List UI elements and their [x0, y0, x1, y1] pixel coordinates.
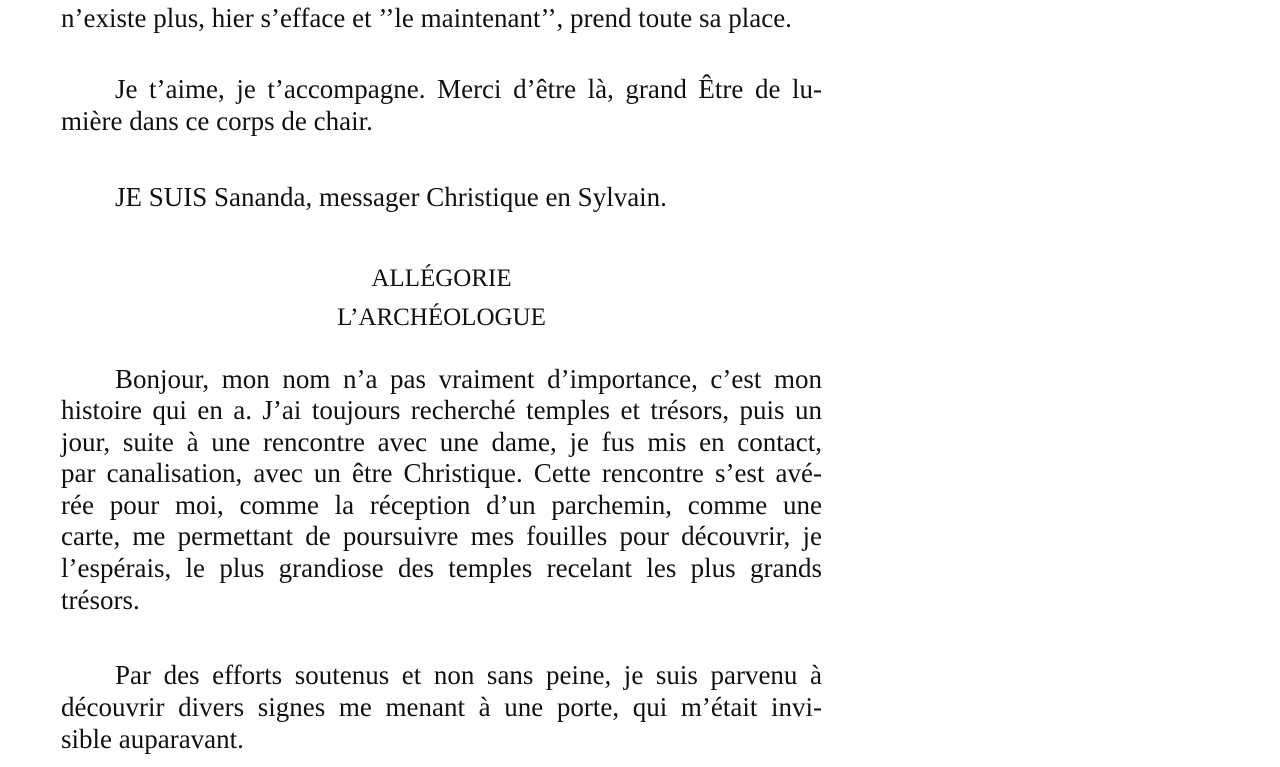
text-line: découvrir divers signes me menant à une porte, qui m’était invi- — [61, 692, 822, 722]
text-line: mière dans ce corps de chair. — [61, 106, 373, 136]
text-line: JE SUIS Sananda, messager Christique en Sylvain. — [115, 182, 667, 212]
text-line: rée pour moi, comme la réception d’un parchemin, comme une — [61, 490, 822, 520]
text-line: jour, suite à une rencontre avec une dame, je fus mis en contact, — [61, 427, 822, 457]
section-title: ALLÉGORIE — [371, 265, 512, 292]
text-line: Par des efforts soutenus et non sans peine, je suis parvenu à — [115, 660, 822, 690]
text-line: n’existe plus, hier s’efface et ’’le maintenant’’, prend toute sa place. — [61, 3, 792, 33]
text-line: par canalisation, avec un être Christique. Cette rencontre s’est avé- — [61, 458, 822, 488]
text-line: trésors. — [61, 585, 140, 615]
text-line: sible auparavant. — [61, 724, 244, 754]
text-line: Je t’aime, je t’accompagne. Merci d’être là, grand Être de lu- — [115, 74, 822, 104]
text-line: Bonjour, mon nom n’a pas vraiment d’importance, c’est mon — [115, 364, 822, 394]
text-line: carte, me permettant de poursuivre mes fouilles pour découvrir, je — [61, 521, 822, 551]
text-line: l’espérais, le plus grandiose des temples recelant les plus grands — [61, 553, 822, 583]
text-line: histoire qui en a. J’ai toujours recherché temples et trésors, puis un — [61, 395, 822, 425]
section-subtitle: L’ARCHÉOLOGUE — [337, 304, 546, 331]
